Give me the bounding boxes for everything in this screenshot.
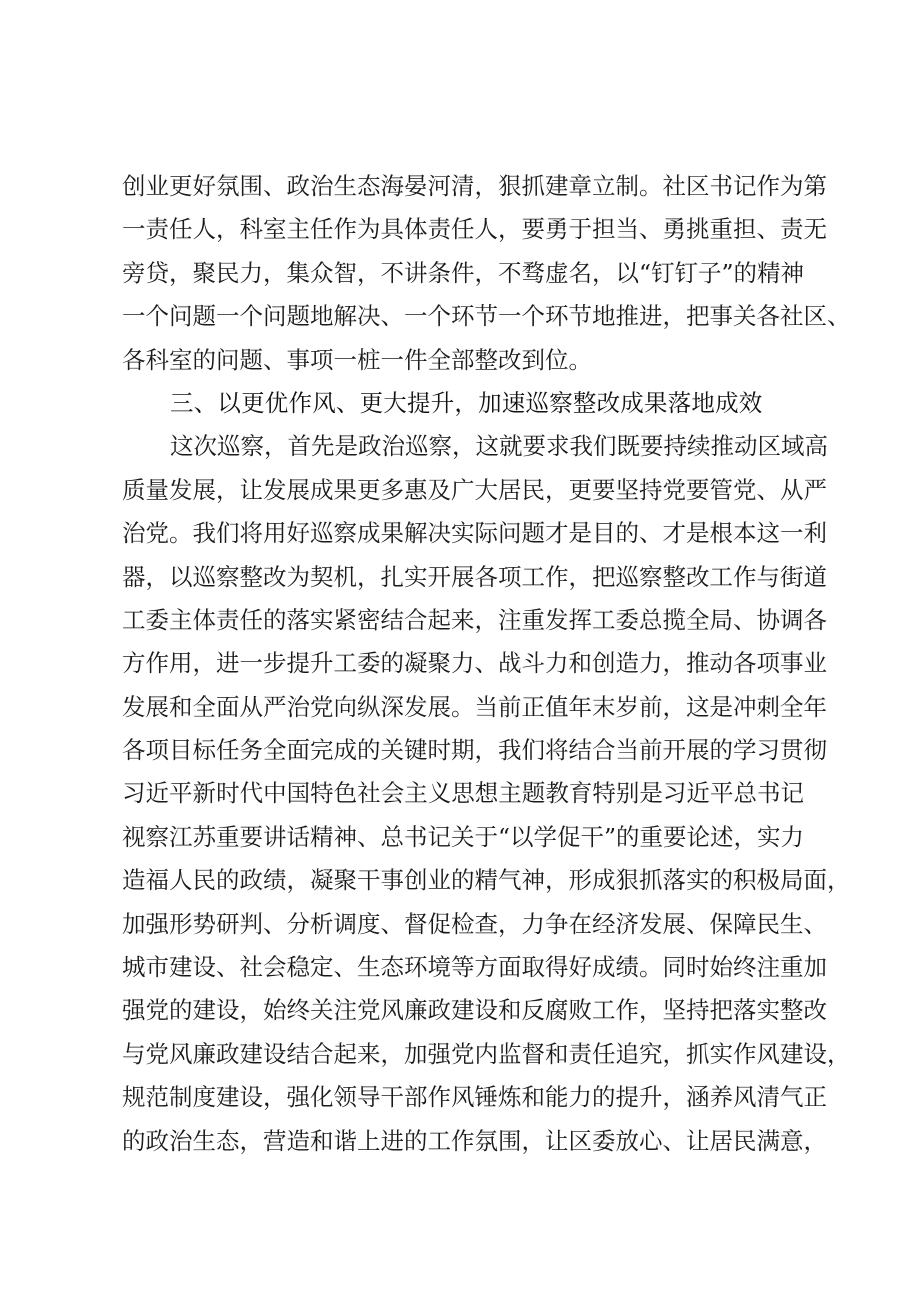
paragraph-line: 造福人民的政绩，凝聚干事创业的精气神，形成狠抓落实的积极局面，: [122, 866, 851, 895]
paragraph-line: 治党。我们将用好巡察成果解决实际问题才是目的、才是根本这一利: [122, 519, 827, 548]
paragraph-line: 习近平新时代中国特色社会主义思想主题教育特别是习近平总书记: [122, 779, 804, 808]
paragraph-line: 规范制度建设，强化领导干部作风锤炼和能力的提升，涵养风清气正: [122, 1083, 827, 1112]
paragraph-line: 城市建设、社会稳定、生态环境等方面取得好成绩。同时始终注重加: [122, 953, 827, 982]
section-heading: 三、以更优作风、更大提升，加速巡察整改成果落地成效: [170, 388, 763, 417]
paragraph-line: 发展和全面从严治党向纵深发展。当前正值年末岁前，这是冲刺全年: [122, 692, 827, 721]
paragraph-line: 方作用，进一步提升工委的凝聚力、战斗力和创造力，推动各项事业: [122, 649, 827, 678]
paragraph-1: [122, 165, 851, 382]
paragraph-line: 各项目标任务全面完成的关键时期，我们将结合当前开展的学习贯彻: [122, 736, 827, 765]
paragraph-line: 与党风廉政建设结合起来，加强党内监督和责任追究，抓实作风建设，: [122, 1039, 851, 1068]
paragraph-line: 工委主体责任的落实紧密结合起来，注重发挥工委总揽全局、协调各: [122, 605, 827, 634]
paragraph-line: 器，以巡察整改为契机，扎实开展各项工作，把巡察整改工作与街道: [122, 562, 827, 591]
paragraph-line: 旁贷，聚民力，集众智，不讲条件，不骛虚名，以“钉钉子”的精神: [122, 258, 805, 287]
paragraph-line: 各科室的问题、事项一桩一件全部整改到位。: [122, 345, 592, 374]
paragraph-line: 这次巡察，首先是政治巡察，这就要求我们既要持续推动区域高: [170, 432, 828, 461]
paragraph-line: 的政治生态，营造和谐上进的工作氛围，让区委放心、让居民满意，: [122, 1126, 827, 1155]
paragraph-line: 质量发展，让发展成果更多惠及广大居民，更要坚持党要管党、从严: [122, 475, 827, 504]
paragraph-line: 一个问题一个问题地解决、一个环节一个环节地推进，把事关各社区、: [122, 302, 851, 331]
paragraph-line: 创业更好氛围、政治生态海晏河清，狠抓建章立制。社区书记作为第: [122, 172, 827, 200]
paragraph-line: 加强形势研判、分析调度、督促检查，力争在经济发展、保障民生、: [122, 909, 827, 938]
paragraph-2: [122, 425, 851, 1163]
document-body: [122, 165, 851, 1163]
paragraph-line: 强党的建设，始终关注党风廉政建设和反腐败工作，坚持把落实整改: [122, 996, 827, 1025]
paragraph-line: 视察江苏重要讲话精神、总书记关于“以学促干”的重要论述，实力: [122, 822, 805, 851]
paragraph-line: 一责任人，科室主任作为具体责任人，要勇于担当、勇挑重担、责无: [122, 215, 827, 244]
